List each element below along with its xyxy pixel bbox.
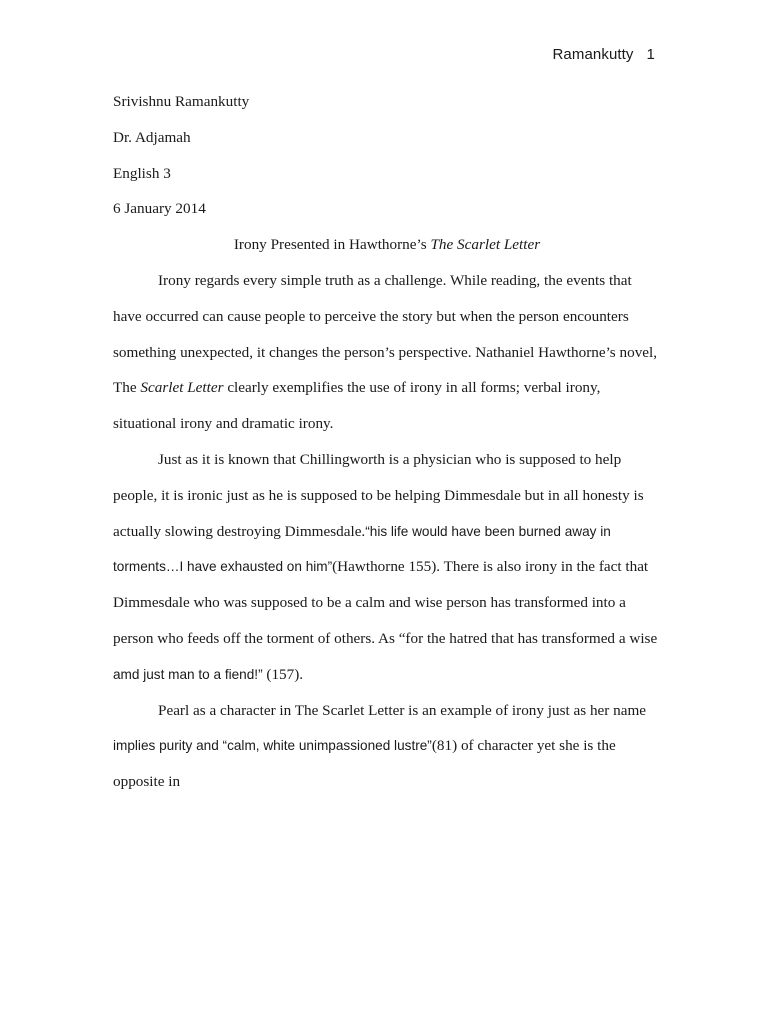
paragraph-2 (113, 442, 661, 693)
paragraph-2-citation: (157). (262, 665, 304, 683)
essay-body (113, 84, 661, 800)
paragraph-3-text-end: (81) of character yet she is the opposite in (113, 737, 616, 791)
running-header (553, 46, 656, 63)
paragraph-2-text-mid: (Hawthorne 155). There is also irony in the fact that Dimmesdale who was supposed to be a calm and wise person has transformed into a person who feeds off the torment of others. As “for the hatred that has transformed a wise (113, 558, 658, 647)
instructor-name: Dr. Adjamah (113, 128, 191, 146)
essay-title (113, 227, 661, 263)
student-name: Srivishnu Ramankutty (113, 93, 250, 110)
paragraph-1-text-end: clearly exemplifies the use of irony in all forms; verbal irony, situational irony and dramatic irony. (113, 379, 601, 433)
paragraph-2-quote-end: amd just man to a fiend!” (113, 666, 263, 682)
title-text: Irony Presented in Hawthorne’s (233, 236, 431, 254)
title-italic: The Scarlet Letter (430, 236, 541, 254)
course-name: English 3 (113, 164, 171, 182)
essay-date: 6 January 2014 (113, 200, 206, 218)
paragraph-3-text: Pearl as a character in The Scarlet Letter is an example of irony just as her name (158, 701, 647, 719)
paragraph-1-italic: Scarlet Letter (140, 379, 224, 397)
paragraph-1-text: Irony regards every simple truth as a challenge. While reading, the events that have occurred can cause people to perceive the story but when the person encounters something unexpected, it changes the person’s perspective. Nathaniel Hawthorne’s novel, The (113, 271, 658, 397)
paragraph-2-quote: “his life would have been burned away in torments…I have exhausted on him” (113, 523, 611, 575)
paragraph-2-text: Just as it is known that Chillingworth is a physician who is supposed to help people, it is ironic just as he is supposed to be helping Dimmesdale but in all honesty is actually slowing destroying Dimmesdale. (113, 450, 644, 540)
paragraph-3-quote: implies purity and “calm, white unimpassioned lustre” (113, 738, 432, 754)
paragraph-3 (113, 693, 661, 800)
header-surname: Ramankutty (552, 46, 634, 63)
paragraph-1 (113, 263, 661, 442)
page-number: 1 (646, 46, 655, 63)
